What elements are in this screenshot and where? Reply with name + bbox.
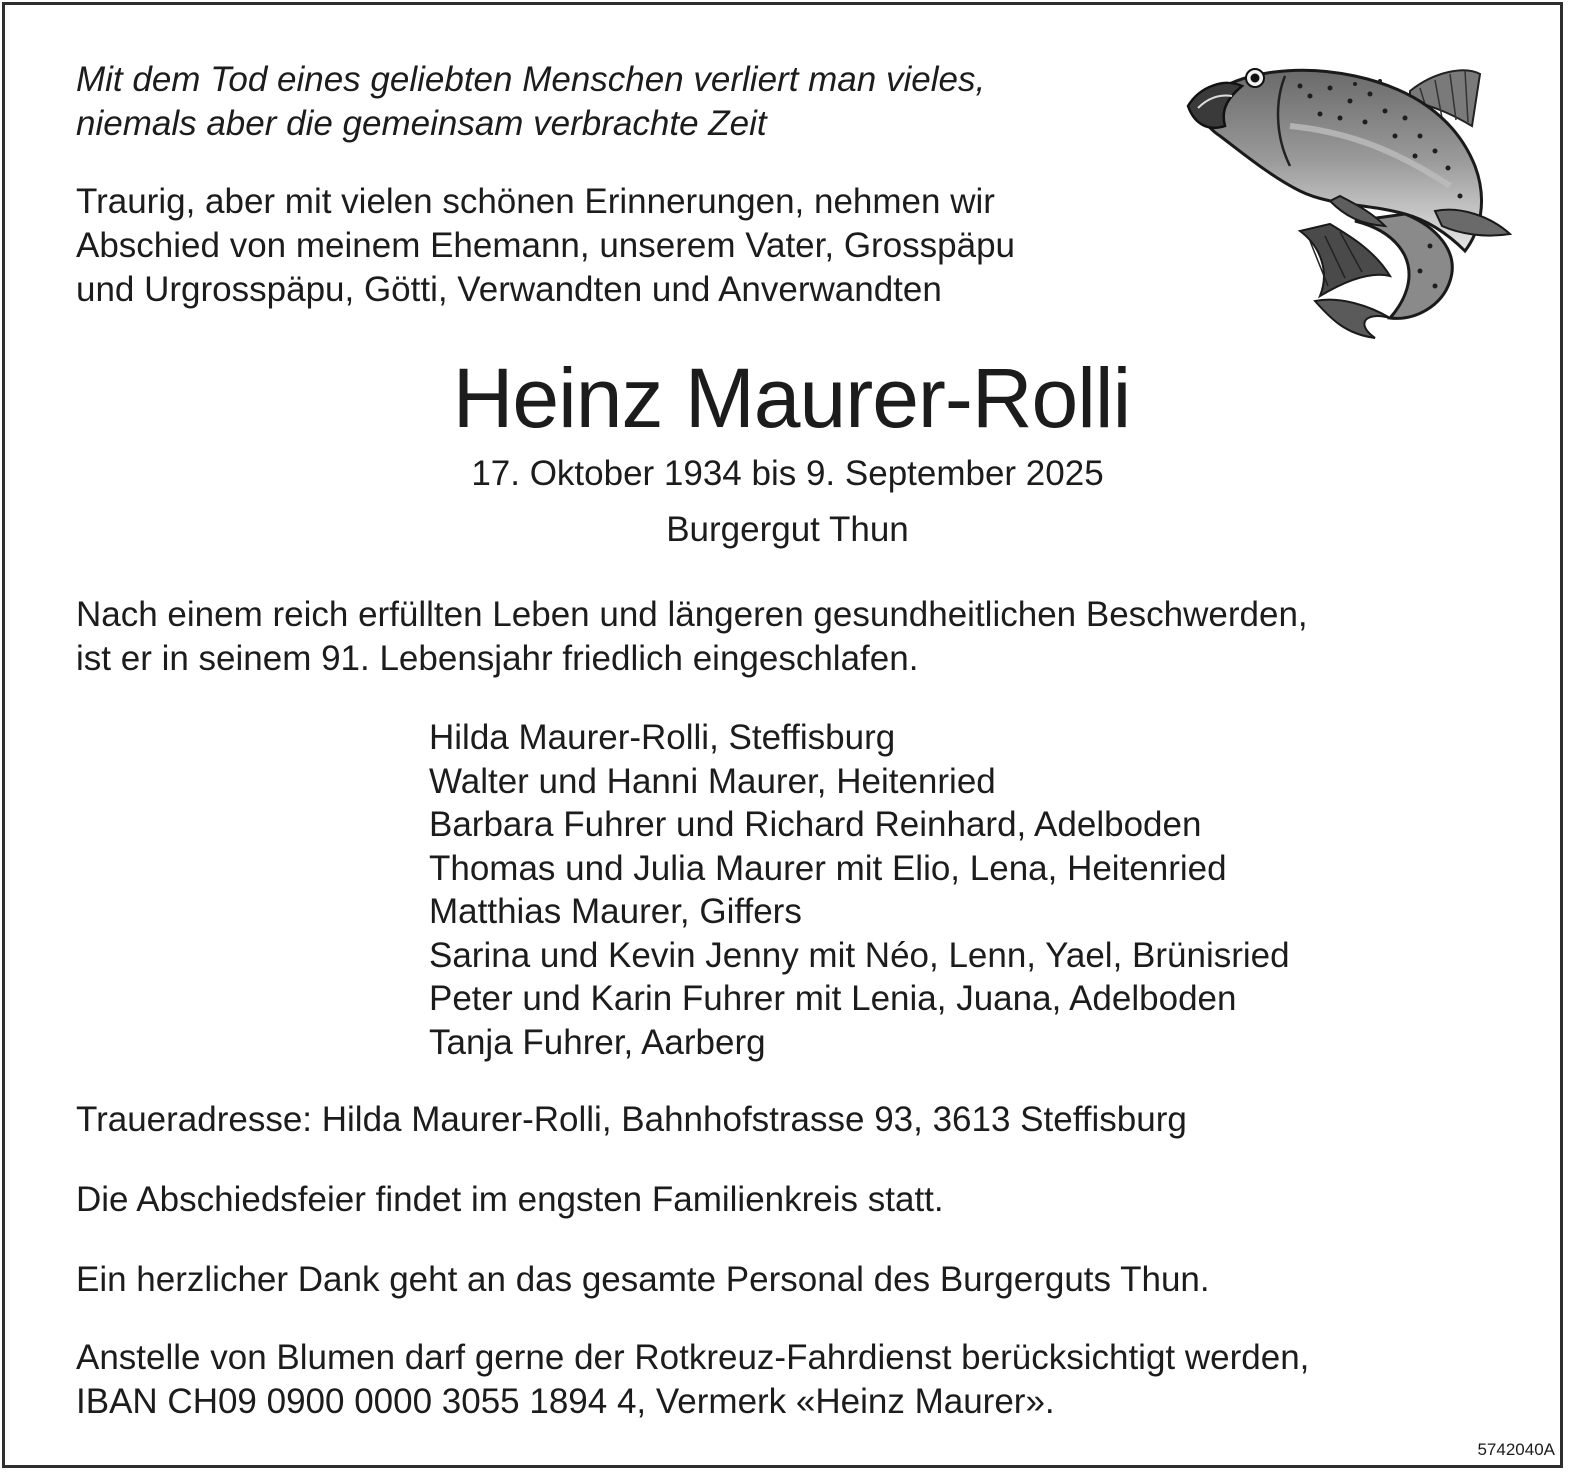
intro-line: Abschied von meinem Ehemann, unserem Vater, Grosspäpu <box>76 226 1016 265</box>
mourner-entry: Barbara Fuhrer und Richard Reinhard, Adelboden <box>429 805 1202 844</box>
quote-line: niemals aber die gemeinsam verbrachte Zeit <box>76 104 767 143</box>
mourning-address: Traueradresse: Hilda Maurer-Rolli, Bahnhofstrasse 93, 3613 Steffisburg <box>76 1100 1187 1139</box>
thanks-note: Ein herzlicher Dank geht an das gesamte Personal des Burgerguts Thun. <box>76 1260 1210 1299</box>
mourner-entry: Sarina und Kevin Jenny mit Néo, Lenn, Yael, Brünisried <box>429 935 1290 975</box>
trout-fish-icon <box>1180 56 1515 341</box>
mourner-entry: Walter und Hanni Maurer, Heitenried <box>429 761 996 801</box>
opening-quote <box>76 58 985 146</box>
quote-line: Mit dem Tod eines geliebten Menschen verliert man vieles, <box>76 60 986 99</box>
intro-paragraph <box>76 180 1015 312</box>
reference-number: 5742040A <box>1477 1440 1555 1459</box>
life-dates: 17. Oktober 1934 bis 9. September 2025 <box>471 454 1104 493</box>
passing-line: ist er in seinem 91. Lebensjahr friedlich eingeschlafen. <box>76 639 919 678</box>
mourner-entry: Peter und Karin Fuhrer mit Lenia, Juana, Adelboden <box>429 979 1237 1018</box>
donation-line: IBAN CH09 0900 0000 3055 1894 4, Vermerk «Heinz Maurer». <box>76 1382 1055 1421</box>
passing-line: Nach einem reich erfüllten Leben und längeren gesundheitlichen Beschwerden, <box>76 595 1308 634</box>
intro-line: Traurig, aber mit vielen schönen Erinnerungen, nehmen wir <box>76 182 995 221</box>
mourners-list <box>429 716 1290 1064</box>
passing-paragraph <box>76 593 1308 681</box>
intro-line: und Urgrosspäpu, Götti, Verwandten und Anverwandten <box>76 270 942 309</box>
donation-paragraph <box>76 1336 1309 1424</box>
mourner-entry: Thomas und Julia Maurer mit Elio, Lena, Heitenried <box>429 848 1227 888</box>
ceremony-note: Die Abschiedsfeier findet im engsten Familienkreis statt. <box>76 1180 944 1219</box>
mourner-entry: Hilda Maurer-Rolli, Steffisburg <box>429 718 896 757</box>
donation-line: Anstelle von Blumen darf gerne der Rotkreuz-Fahrdienst berücksichtigt werden, <box>76 1338 1310 1377</box>
mourner-entry: Tanja Fuhrer, Aarberg <box>429 1022 766 1062</box>
place-of-death: Burgergut Thun <box>666 510 909 549</box>
mourner-entry: Matthias Maurer, Giffers <box>429 892 802 931</box>
deceased-name: Heinz Maurer-Rolli <box>452 351 1131 445</box>
